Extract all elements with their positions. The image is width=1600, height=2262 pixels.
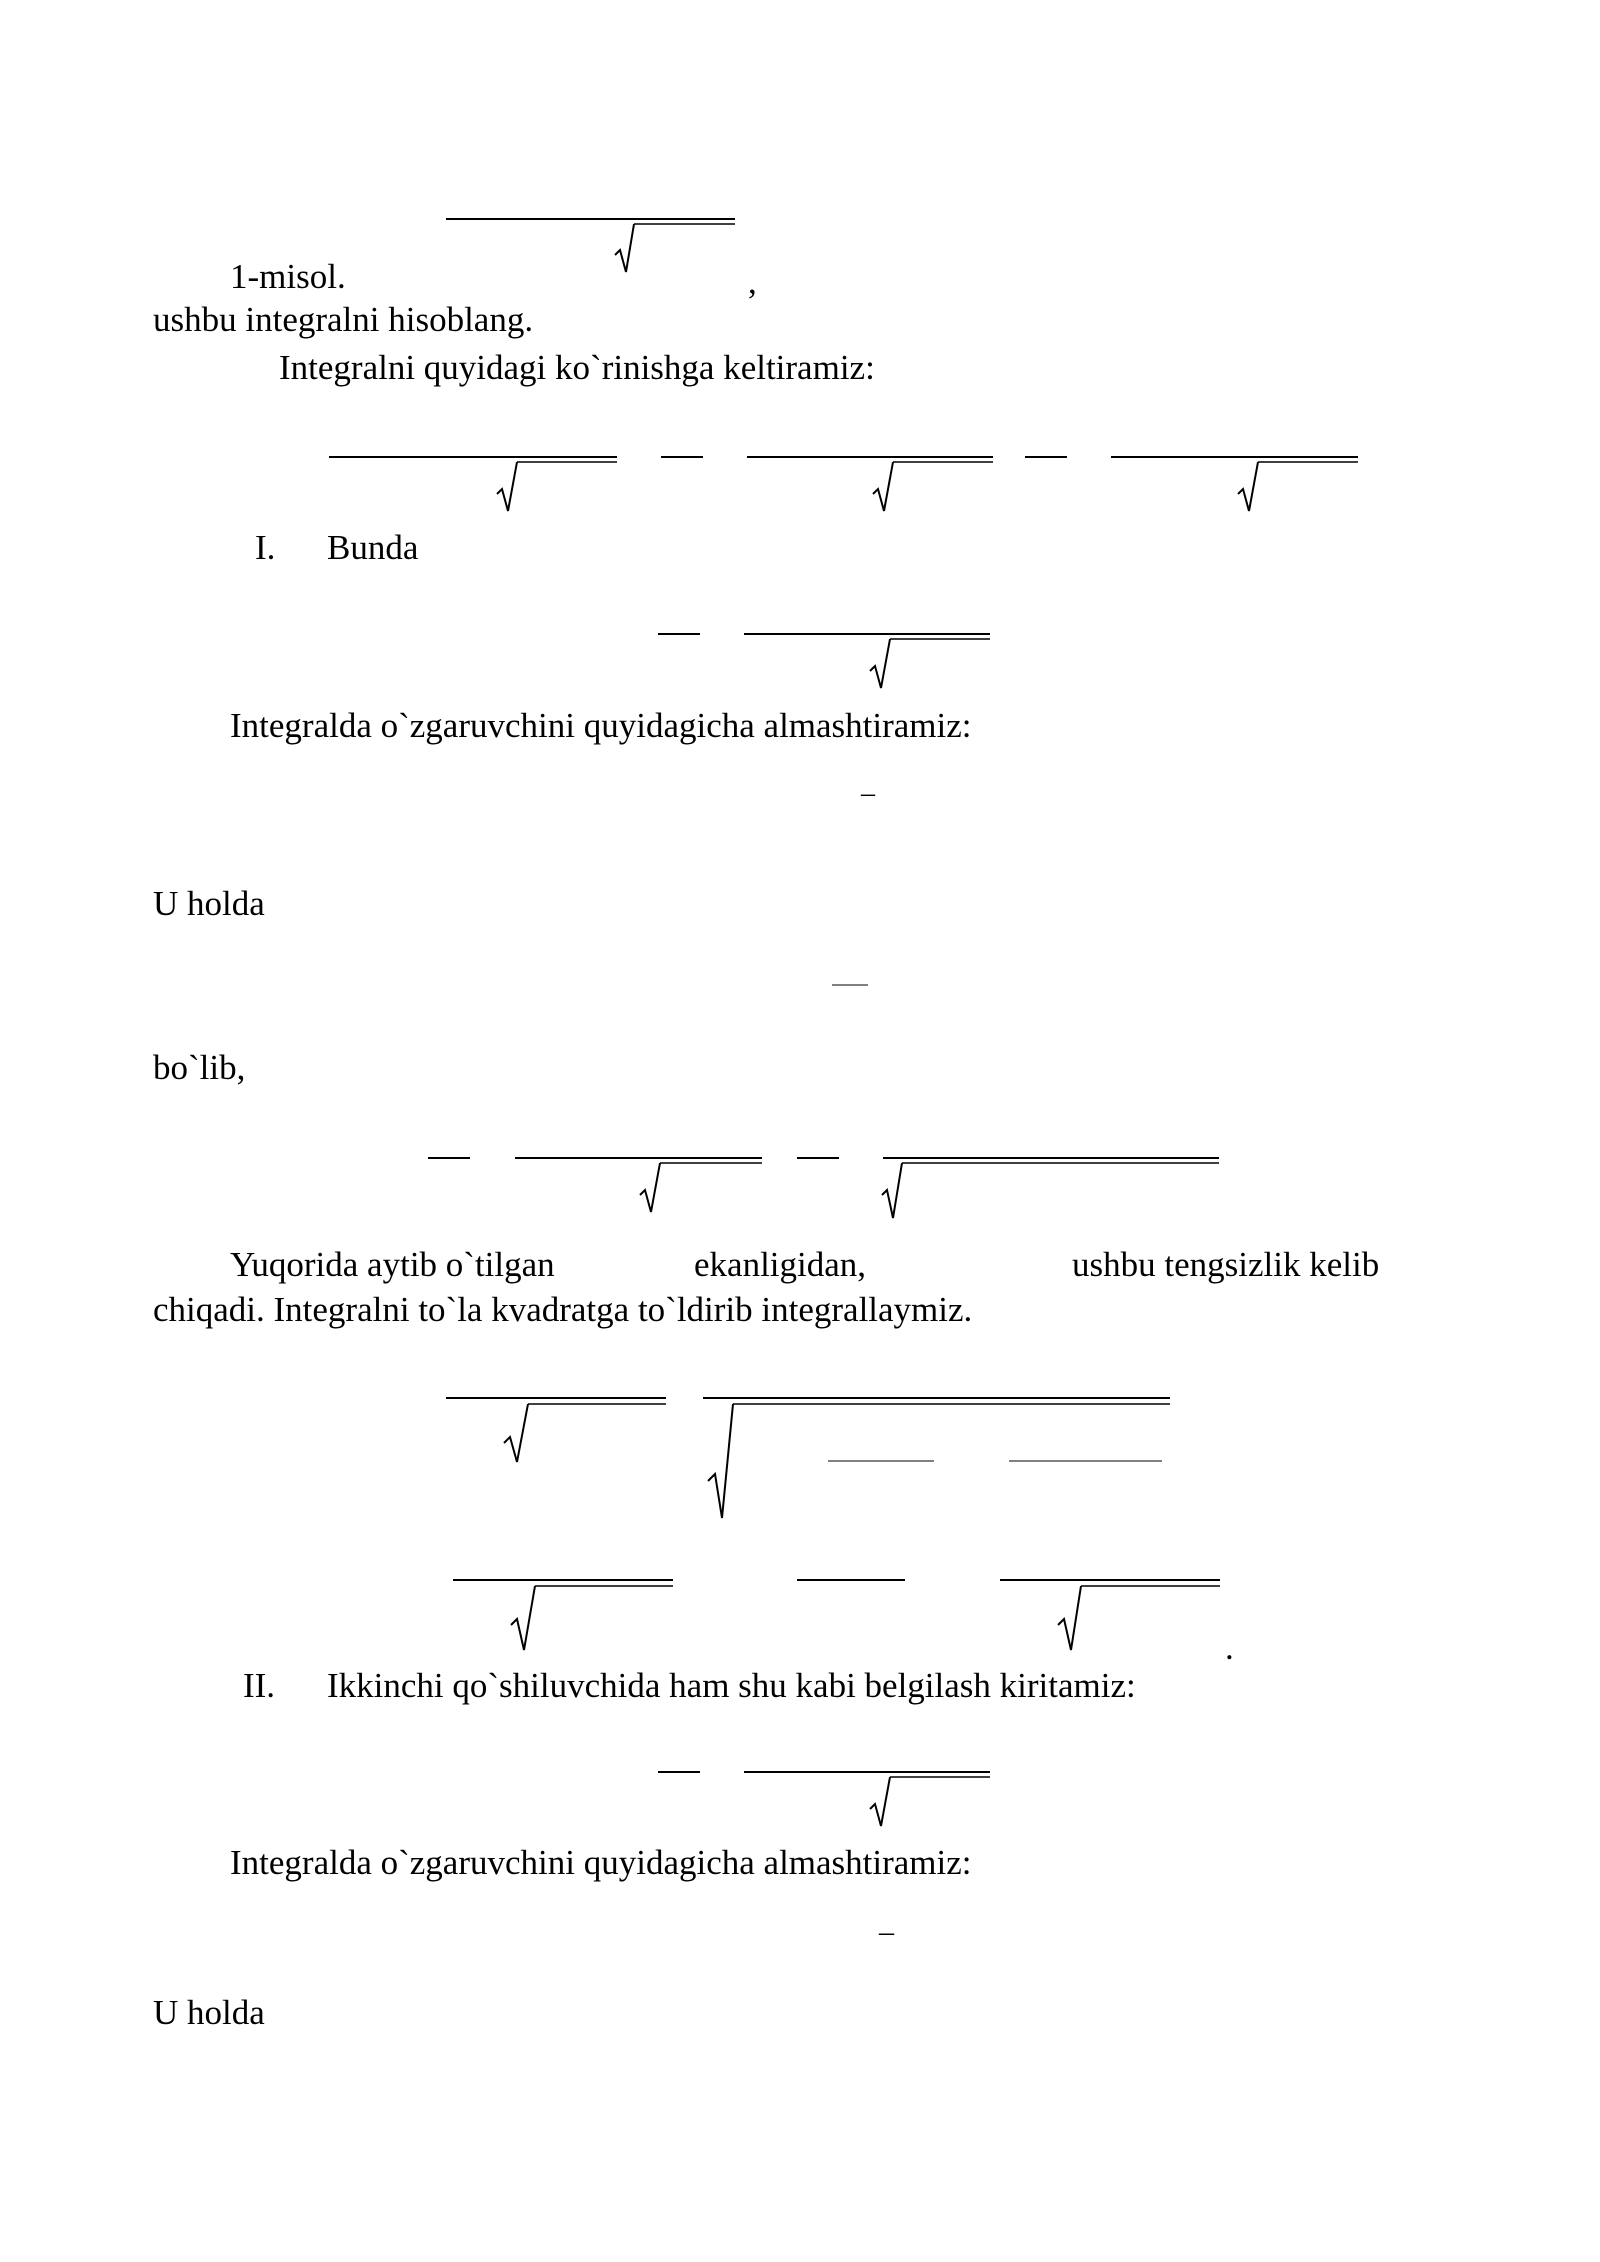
part1-result-formula [453,1580,1220,1650]
part1-square-formula [446,1398,1170,1518]
part2-text: Ikkinchi qo`shiluvchida ham shu kabi belgilash kiritamiz: [327,1666,1136,1705]
part2-formula [658,1772,990,1826]
example-label: 1-misol. [230,257,346,296]
part1-ushbu-tengsizlik: ushbu tengsizlik kelib [1072,1245,1380,1284]
part1-bolib-formula [428,1158,1219,1218]
part2-numeral: II. [243,1666,276,1705]
part2-substitution: Integralda o`zgaruvchini quyidagicha almashtiramiz: [230,1843,972,1882]
part1-yuqorida: Yuqorida aytib o`tilgan [230,1245,555,1284]
part1-bunda-formula [658,634,990,688]
part1-u-holda: U holda [153,884,265,923]
part2-u-holda: U holda [153,1993,265,2032]
example-intro: Integralni quyidagi ko`rinishga keltiramiz: [279,348,875,387]
part1-text: Bunda [327,528,419,567]
part1-ekanligidan: ekanligidan, [694,1245,867,1284]
decomposition-formula [329,457,1358,511]
part2-minus: – [879,1915,894,1948]
part1-bolib: bo`lib, [153,1048,246,1087]
part1-substitution: Integralda o`zgaruvchini quyidagicha almashtiramiz: [230,706,972,745]
part1-period: . [1225,1628,1234,1667]
part1-minus: – [861,778,875,809]
example-comma: , [748,262,757,301]
part1-numeral: I. [255,528,276,567]
part1-chiqadi: chiqadi. Integralni to`la kvadratga to`ldirib integrallaymiz. [153,1290,973,1329]
example-formula [446,219,735,272]
example-task: ushbu integralni hisoblang. [153,300,534,339]
